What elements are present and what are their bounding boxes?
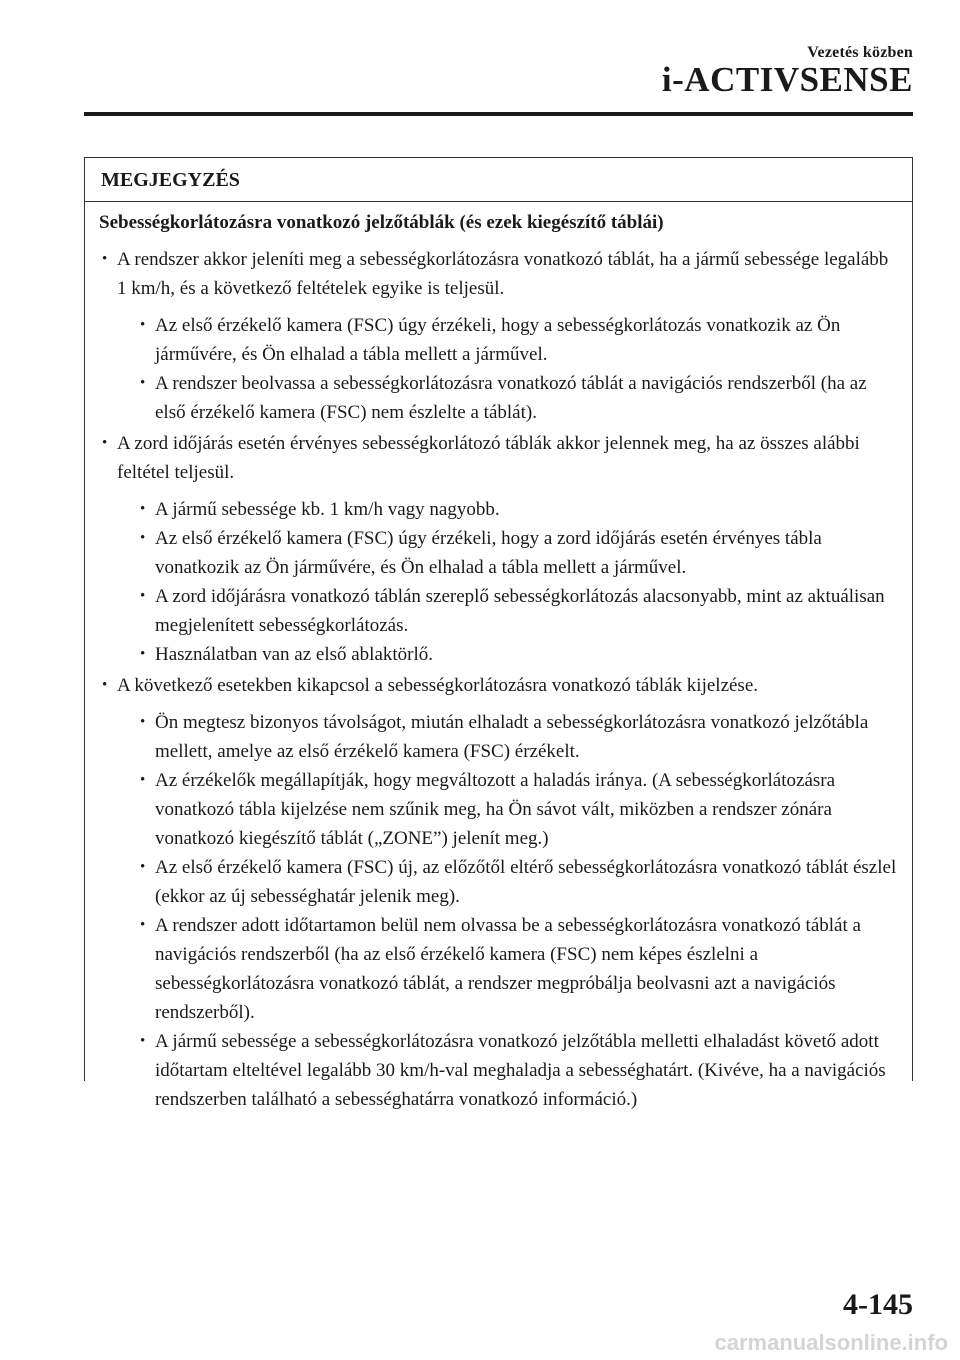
header-rule xyxy=(84,112,913,116)
sub-list-item xyxy=(117,369,900,427)
sub-list-item xyxy=(117,582,900,640)
bullet-dot: • xyxy=(102,251,108,267)
bullet-dot: • xyxy=(102,677,108,693)
sub-list-item-text: A jármű sebessége kb. 1 km/h vagy nagyobb. xyxy=(155,499,500,520)
sub-list xyxy=(117,708,900,1114)
sub-list-item-text: A zord időjárásra vonatkozó táblán szereplő sebességkorlátozás alacsonyabb, mint az aktuálisan megjelenített sebességkorlátozás. xyxy=(155,586,885,636)
list-item xyxy=(99,671,900,1114)
bullet-dot: • xyxy=(140,772,146,788)
sub-list-item xyxy=(117,766,900,853)
bullet-dot: • xyxy=(140,646,146,662)
watermark: carmanualsonline.info xyxy=(714,1330,948,1355)
note-heading: MEGJEGYZÉS xyxy=(101,169,240,191)
list-item-text: A rendszer akkor jeleníti meg a sebességkorlátozásra vonatkozó táblát, ha a jármű sebessége legalább 1 km/h, és a következő feltételek egyike is teljesül. xyxy=(117,249,889,299)
list-item-text: A következő esetekben kikapcsol a sebességkorlátozásra vonatkozó táblák kijelzése. xyxy=(117,675,759,696)
sub-list-item-text: A rendszer adott időtartamon belül nem olvassa be a sebességkorlátozásra vonatkozó táblát a navigációs rendszerből (ha az első érzékelő kamera (FSC) nem képes észlelni a sebességkorlátozásra vonatkozó táblát, a rendszer megpróbálja beolvasni azt a navigációs rendszerből). xyxy=(155,915,861,1023)
sub-list-item xyxy=(117,911,900,1027)
bullet-dot: • xyxy=(140,501,146,517)
sub-list-item-text: Az első érzékelő kamera (FSC) úgy érzékeli, hogy a sebességkorlátozás vonatkozik az Ön járművére, és Ön elhalad a tábla mellett a járművel. xyxy=(155,315,841,365)
sub-list xyxy=(117,495,900,669)
sub-list-item-text: A rendszer beolvassa a sebességkorlátozásra vonatkozó táblát a navigációs rendszerből (ha az első érzékelő kamera (FSC) nem észlelte a táblát). xyxy=(155,373,867,423)
sub-list-item xyxy=(117,708,900,766)
sub-list-item-text: Az érzékelők megállapítják, hogy megváltozott a haladás iránya. (A sebességkorlátozásra vonatkozó tábla kijelzése nem szűnik meg, ha Ön sávot vált, miközben a rendszer zónára vonatkozó kiegészítő táblát („ZONE”) jelenít meg.) xyxy=(155,770,836,849)
bullet-dot: • xyxy=(140,859,146,875)
header-section-label: Vezetés közben xyxy=(807,44,913,61)
note-box xyxy=(84,157,913,1110)
note-body xyxy=(85,202,912,1114)
note-subtitle: Sebességkorlátozásra vonatkozó jelzőtáblák (és ezek kiegészítő táblái) xyxy=(99,212,664,233)
sub-list-item-text: A jármű sebessége a sebességkorlátozásra vonatkozó jelzőtábla melletti elhaladást követő adott időtartam elteltével legalább 30 km/h-val meghaladja a sebességhatárt. (Kivéve, ha a navigációs rendszerben található a sebességhatárra vonatkozó információ.) xyxy=(155,1031,886,1110)
sub-list-item xyxy=(117,524,900,582)
list-item xyxy=(99,429,900,669)
sub-list-item-text: Használatban van az első ablaktörlő. xyxy=(155,644,434,665)
sub-list-item xyxy=(117,1027,900,1114)
list-item xyxy=(99,245,900,427)
sub-list xyxy=(117,311,900,427)
sub-list-item-text: Az első érzékelő kamera (FSC) úgy érzékeli, hogy a zord időjárás esetén érvényes tábla vonatkozik az Ön járművére, és Ön elhalad a tábla mellett a járművel. xyxy=(155,528,822,578)
sub-list-item xyxy=(117,640,900,669)
sub-list-item xyxy=(117,495,900,524)
bullet-dot: • xyxy=(140,917,146,933)
bullet-dot: • xyxy=(140,530,146,546)
sub-list-item xyxy=(117,311,900,369)
list-item-text: A zord időjárás esetén érvényes sebességkorlátozó táblák akkor jelennek meg, ha az összes alábbi feltétel teljesül. xyxy=(117,433,860,483)
bullet-dot: • xyxy=(140,1033,146,1049)
header-title: i-ACTIVSENSE xyxy=(661,60,913,99)
sub-list-item-text: Ön megtesz bizonyos távolságot, miután elhaladt a sebességkorlátozásra vonatkozó jelzőtábla mellett, amelye az első érzékelő kamera (FSC) érzékelt. xyxy=(155,712,869,762)
bullet-dot: • xyxy=(140,375,146,391)
bullet-dot: • xyxy=(140,588,146,604)
note-heading-bar xyxy=(85,158,912,202)
sub-list-item-text: Az első érzékelő kamera (FSC) új, az előzőtől eltérő sebességkorlátozásra vonatkozó táblát észlel (ekkor az új sebességhatár jelenik meg). xyxy=(155,857,897,907)
note-list xyxy=(99,245,900,1114)
bullet-dot: • xyxy=(140,317,146,333)
bullet-dot: • xyxy=(140,714,146,730)
bullet-dot: • xyxy=(102,435,108,451)
page-number: 4-145 xyxy=(843,1288,913,1321)
sub-list-item xyxy=(117,853,900,911)
